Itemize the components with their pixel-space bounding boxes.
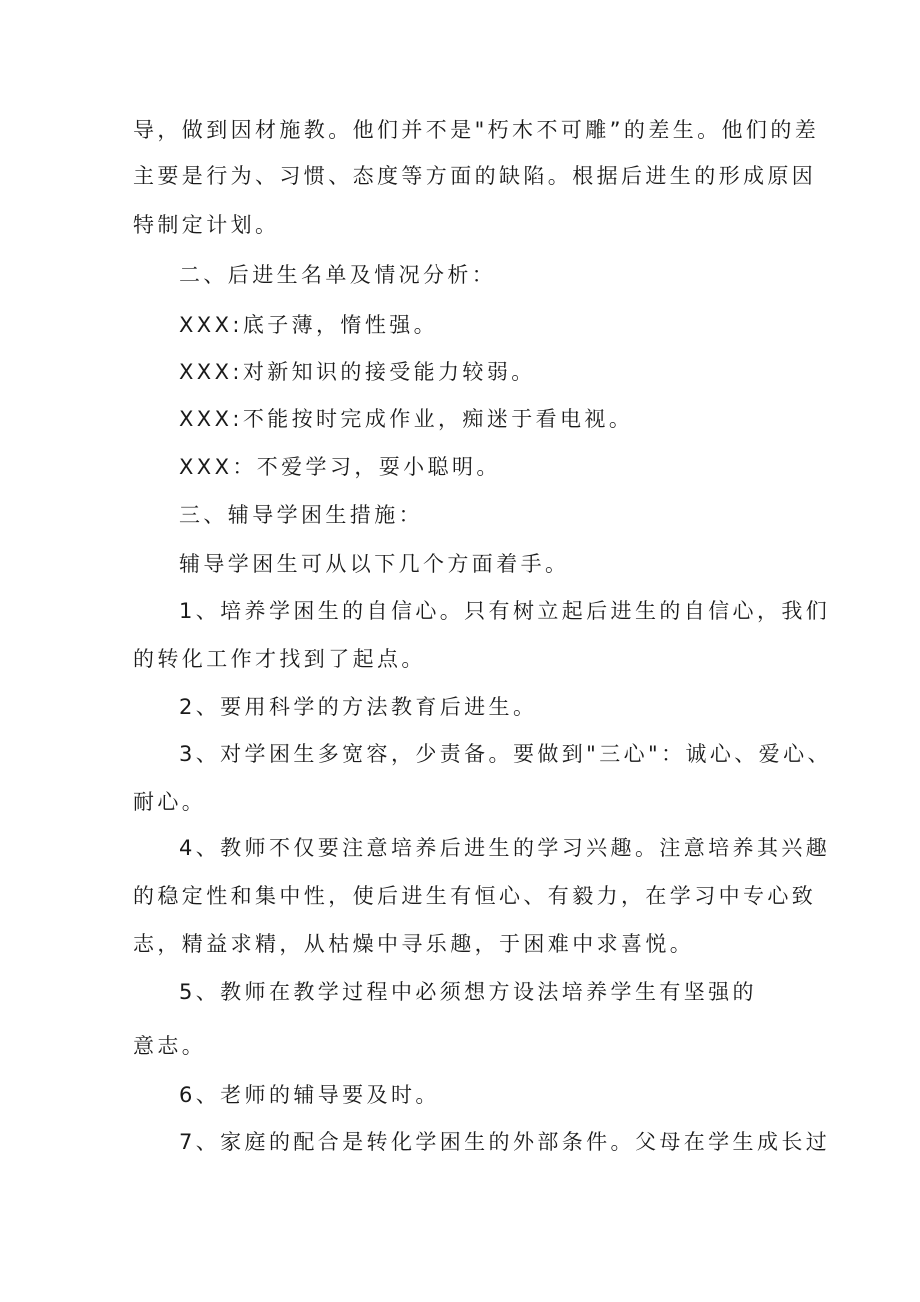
list-item-line: 意志。 (133, 1034, 207, 1058)
paragraph-line: 导，做到因材施教。他们并不是"朽木不可雕”的差生。他们的差 (133, 118, 820, 142)
list-item-line: 1、培养学困生的自信心。只有树立起后进生的自信心，我们 (179, 599, 831, 623)
list-item-line: 2、要用科学的方法教育后进生。 (179, 695, 538, 719)
list-item-line: 5、教师在教学过程中必须想方设法培养学生有坚强的 (179, 980, 757, 1004)
list-item-line: 4、教师不仅要注意培养后进生的学习兴趣。注意培养其兴趣 (179, 836, 831, 860)
list-item-line: 6、老师的辅导要及时。 (179, 1083, 440, 1107)
list-item-line: 7、家庭的配合是转化学困生的外部条件。父母在学生成长过 (179, 1130, 831, 1154)
student-entry: XXX：不爱学习，耍小聪明。 (179, 455, 501, 479)
list-item-line: 志，精益求精，从枯燥中寻乐趣，于困难中求喜悦。 (133, 932, 695, 956)
paragraph-line: 特制定计划。 (133, 213, 280, 237)
list-item-line: 的稳定性和集中性，使后进生有恒心、有毅力，在学习中专心致 (133, 884, 817, 908)
list-item-line: 的转化工作才找到了起点。 (133, 647, 426, 671)
list-item-line: 3、对学困生多宽容，少责备。要做到"三心"：诚心、爱心、 (179, 742, 832, 766)
student-entry: XXX:不能按时完成作业，痴迷于看电视。 (179, 407, 634, 431)
student-entry: XXX:底子薄，惰性强。 (179, 313, 439, 337)
paragraph-line: 辅导学困生可从以下几个方面着手。 (179, 552, 570, 576)
student-entry: XXX:对新知识的接受能力较弱。 (179, 360, 536, 384)
section-heading: 二、后进生名单及情况分析： (179, 263, 497, 287)
paragraph-line: 主要是行为、习惯、态度等方面的缺陷。根据后进生的形成原因 (133, 164, 817, 188)
section-heading: 三、辅导学困生措施： (179, 503, 423, 527)
list-item-line: 耐心。 (133, 790, 207, 814)
